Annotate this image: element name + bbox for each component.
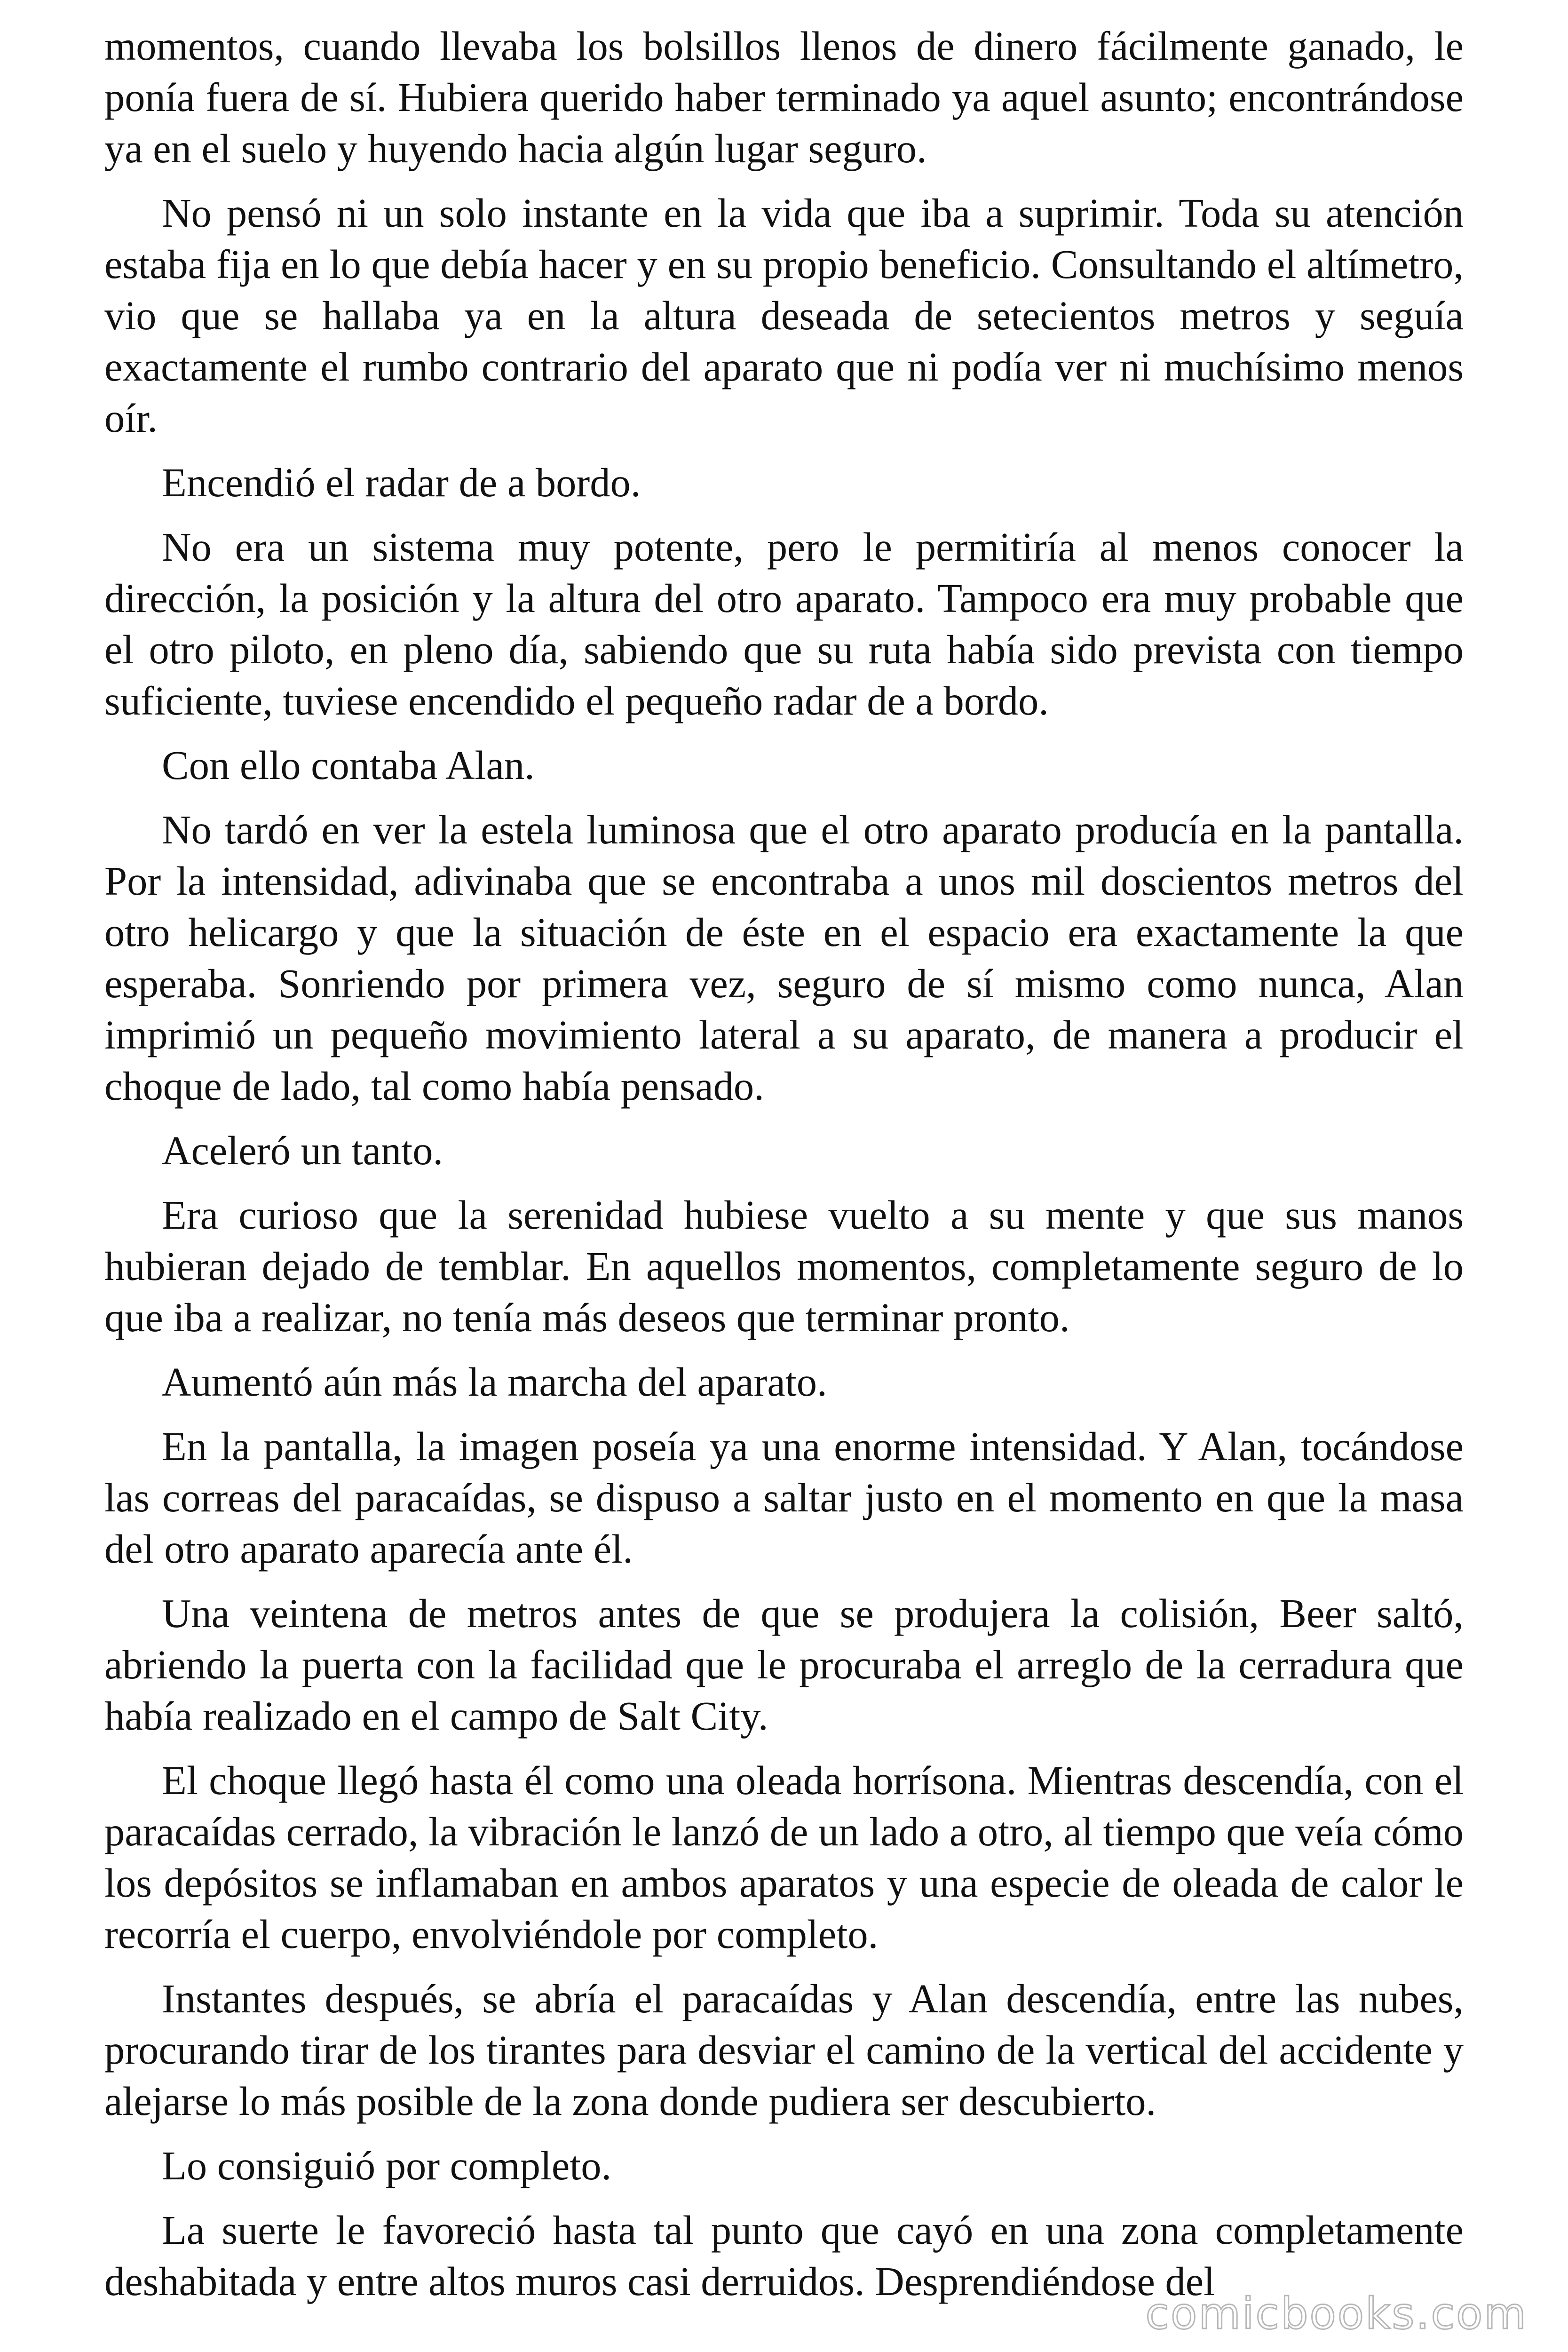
paragraph-10: En la pantalla, la imagen poseía ya una enorme intensidad. Y Alan, tocándose las correas del paracaídas, se dispuso a saltar justo en el momento en que la masa del otro aparato aparecía ante él.: [104, 1424, 1464, 1572]
paragraph-13: Instantes después, se abría el paracaídas y Alan descendía, entre las nubes, procurando tirar de los tirantes para desviar el camino de la vertical del accidente y alejarse lo más posible de la zona donde pudiera ser descubierto.: [104, 1976, 1464, 2124]
paragraph-14: Lo consiguió por completo.: [162, 2143, 612, 2188]
paragraph-8: Era curioso que la serenidad hubiese vuelto a su mente y que sus manos hubieran dejado de temblar. En aquellos momentos, completamente seguro de lo que iba a realizar, no tenía más deseos que terminar pronto.: [104, 1192, 1464, 1340]
watermark: comicbooks.com: [1145, 2288, 1528, 2339]
paragraph-7: Aceleró un tanto.: [162, 1128, 443, 1173]
paragraph-1: momentos, cuando llevaba los bolsillos llenos de dinero fácilmente ganado, le ponía fuera de sí. Hubiera querido haber terminado ya aquel asunto; encontrándose ya en el suelo y huyendo hacia algún lugar seguro.: [104, 24, 1464, 171]
paragraph-3: Encendió el radar de a bordo.: [162, 460, 641, 505]
paragraph-9: Aumentó aún más la marcha del aparato.: [162, 1359, 827, 1405]
paragraph-4: No era un sistema muy potente, pero le permitiría al menos conocer la dirección, la posición y la altura del otro aparato. Tampoco era muy probable que el otro piloto, en pleno día, sabiendo que su ruta había sido prevista con tiempo suficiente, tuviese encendido el pequeño radar de a bordo.: [104, 524, 1464, 723]
paragraph-6: No tardó en ver la estela luminosa que el otro aparato producía en la pantalla. Por la intensidad, adivinaba que se encontraba a unos mil doscientos metros del otro helicargo y que la situación de éste en el espacio era exactamente la que esperaba. Sonriendo por primera vez, seguro de sí mismo como nunca, Alan imprimió un pequeño movimiento lateral a su aparato, de manera a producir el choque de lado, tal como había pensado.: [104, 807, 1464, 1109]
paragraph-2: No pensó ni un solo instante en la vida que iba a suprimir. Toda su atención estaba fija en lo que debía hacer y en su propio beneficio. Consultando el altímetro, vio que se hallaba ya en la altura deseada de setecientos metros y seguía exactamente el rumbo contrario del aparato que ni podía ver ni muchísimo menos oír.: [104, 191, 1464, 441]
paragraph-15: La suerte le favoreció hasta tal punto que cayó en una zona completamente deshabitada y entre altos muros casi derruidos. Desprendiéndose del: [104, 2208, 1464, 2304]
book-page: [104, 0, 1464, 2352]
paragraph-11: Una veintena de metros antes de que se produjera la colisión, Beer saltó, abriendo la puerta con la facilidad que le procuraba el arreglo de la cerradura que había realizado en el campo de Salt City.: [104, 1591, 1464, 1739]
paragraph-5: Con ello contaba Alan.: [162, 743, 535, 788]
paragraph-12: El choque llegó hasta él como una oleada horrísona. Mientras descendía, con el paracaídas cerrado, la vibración le lanzó de un lado a otro, al tiempo que veía cómo los depósitos se inflamaban en ambos aparatos y una especie de oleada de calor le recorría el cuerpo, envolviéndole por completo.: [104, 1758, 1464, 1957]
